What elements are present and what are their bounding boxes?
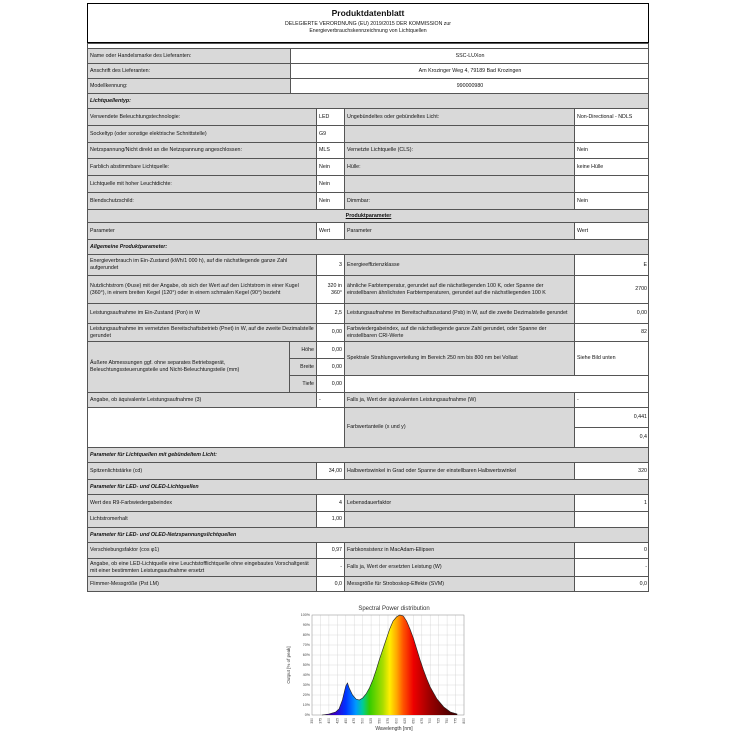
- lq-row-2-value-2-text: Nein: [577, 147, 588, 154]
- y-tick-label: 40%: [302, 673, 310, 678]
- lq-row-1-value-1-text: G9: [319, 130, 327, 137]
- pp-row-3-value-2-text: 82: [641, 329, 647, 336]
- pp-row-2-value-2-text: 0,00: [636, 310, 647, 317]
- x-tick-label: 475: [352, 718, 357, 724]
- y-tick-label: 100%: [300, 613, 310, 618]
- lq-row-0-label-2-text: Ungebündeltes oder gebündeltes Licht:: [347, 113, 440, 120]
- x-tick-label: 450: [343, 718, 348, 724]
- nz-row-1-label-1-text: Angabe, ob eine LED-Lichtquelle eine Leuchtstofflichtquelle ohne eingebautes Vorschaltgerät mit einer bestimmten Leistungsaufnahme ersetzt: [90, 560, 309, 574]
- table-border: [87, 43, 649, 592]
- pp-row-3-label-1-text: Leistungsaufnahme im vernetzten Bereitschaftsbetrieb (Pnet) in W, auf die zweite Dezimalstelle gerundet: [90, 325, 314, 339]
- x-tick-label: 675: [419, 718, 424, 724]
- x-tick-label: 525: [369, 718, 374, 724]
- nz-row-0-value-1-text: 0,97: [331, 547, 342, 554]
- x-tick-label: 425: [335, 718, 340, 724]
- pp-row-0-label-1-text: Energieverbrauch im Ein-Zustand (kWh/1 000 h), auf die nächstliegende ganze Zahl aufgerundet: [90, 258, 288, 271]
- lq-row-4-value-1-text: Nein: [319, 180, 330, 187]
- col-param-1-text: Parameter: [90, 227, 115, 234]
- lq-row-0-label-1-text: Verwendete Beleuchtungstechnologie:: [90, 113, 181, 120]
- supplier-name-label-text: Name oder Handelsmarke des Lieferanten:: [90, 52, 192, 59]
- farbwert-x-text: 0,441: [633, 414, 647, 421]
- x-tick-label: 575: [386, 718, 390, 724]
- x-tick-label: 800: [462, 718, 466, 724]
- led-row-1-value-1-text: 1,00: [331, 516, 342, 523]
- col-param-2-text: Parameter: [347, 227, 372, 234]
- y-tick-label: 90%: [302, 623, 310, 628]
- x-tick-label: 375: [318, 718, 323, 724]
- x-tick-label: 500: [360, 718, 365, 724]
- lq-row-3-label-1-text: Farblich abstimmbare Lichtquelle:: [90, 163, 170, 170]
- col-wert-2-text: Wert: [577, 227, 589, 234]
- lq-row-5-label-2-text: Dimmbar:: [347, 197, 370, 204]
- supplier-address-value-text: Am Krozinger Weg 4, 79189 Bad Krozingen: [418, 67, 522, 74]
- sheet-header: [87, 3, 649, 43]
- x-tick-label: 650: [411, 718, 416, 724]
- sheet-subtitle-2: Energieverbrauchskennzeichnung von Lichtquellen: [309, 28, 427, 34]
- gebuendelt-row-label-1-text: Spitzenlichtstärke (cd): [90, 467, 143, 474]
- pp-row-3-label-2-text: Farbwiedergabeindex, auf die nächstliegende ganze Zahl gerundet, oder Spanne der einstellbaren CRI-Werte: [347, 325, 547, 339]
- pp-row-1-value-2-text: 2700: [635, 286, 647, 293]
- chart-x-ticks: [310, 718, 466, 724]
- model-id-label-text: Modellkennung:: [90, 82, 128, 89]
- led-row-0-label-2-text: Lebensdauerfaktor: [347, 499, 392, 506]
- chart-xlabel: Wavelength [nm]: [375, 726, 413, 732]
- nz-row-2-value-1-text: 0,0: [334, 580, 342, 587]
- aequiv-w-label-text: Falls ja, Wert der äquivalenten Leistungsaufnahme (W): [347, 396, 477, 403]
- chart-ylabel: Output [% of peak]: [286, 646, 291, 684]
- spectral-value-text: Siehe Bild unten: [577, 355, 616, 362]
- led-row-1-label-1-text: Lichtstromerhalt: [90, 516, 128, 523]
- x-tick-label: 550: [377, 718, 382, 724]
- x-tick-label: 775: [453, 718, 458, 724]
- lq-row-3-label-2-text: Hülle:: [347, 163, 361, 170]
- y-tick-label: 0%: [304, 713, 310, 718]
- led-row-0-value-1-text: 4: [339, 499, 342, 506]
- aequiv-w-value-text: -: [577, 396, 579, 403]
- pp-row-0-label-2-text: Energieeffizienzklasse: [347, 261, 400, 268]
- lq-row-2-value-1-text: MLS: [319, 147, 330, 154]
- spectral-label-text: Spektrale Strahlungsverteilung im Bereich 250 nm bis 800 nm bei Vollast: [347, 355, 518, 362]
- nz-row-0-label-1-text: Verschiebungsfaktor (cos φ1): [90, 547, 160, 554]
- pp-row-0-value-2-text: E: [643, 261, 647, 268]
- pp-row-1-value-1-text: 320 in 360°: [327, 282, 342, 296]
- lq-row-0-value-2-text: Non-Directional - NDLS: [577, 113, 633, 120]
- col-wert-1-text: Wert: [319, 227, 331, 234]
- y-tick-label: 10%: [302, 703, 310, 708]
- pp-row-1-label-2-text: ähnliche Farbtemperatur, gerundet auf die nächstliegenden 100 K, oder Spanne der einstellbaren ähnlichsten Farbtemperaturen, gerundet auf die nächstliegenden 100 K: [347, 282, 546, 296]
- chart-y-ticks: [301, 613, 311, 717]
- dims-label-text: Äußere Abmessungen ggf. ohne separates Betriebsgerät, Beleuchtungssteuerungsteile und Nicht-Beleuchtungsteile (mm): [90, 360, 240, 373]
- lichtquellentyp-heading-text: Lichtquellentyp:: [90, 97, 131, 104]
- model-id-value-text: 990000980: [456, 82, 484, 89]
- netzspannung-heading-text: Parameter für LED- und OLED-Netzspannungslichtquellen: [90, 531, 237, 538]
- sheet-title: Produktdatenblatt: [331, 8, 405, 18]
- nz-row-0-label-2-text: Farbkonsistenz in MacAdam-Ellipsen: [347, 547, 435, 554]
- x-tick-label: 400: [326, 718, 331, 724]
- lq-row-3-value-2-text: keine Hülle: [577, 163, 604, 170]
- nz-row-2-label-1-text: Flimmer-Messgröße (Pst LM): [90, 580, 159, 587]
- lq-row-4-label-1-text: Lichtquelle mit hoher Leuchtdichte:: [90, 180, 172, 187]
- nz-row-1-label-2-text: Falls ja, Wert der ersetzten Leistung (W): [347, 564, 442, 571]
- dim-label-1-text: Breite: [300, 363, 314, 370]
- x-tick-label: 750: [445, 718, 450, 724]
- lq-row-3-value-1-text: Nein: [319, 163, 330, 170]
- dim-label-2-text: Tiefe: [302, 380, 314, 387]
- supplier-address-label-text: Anschrift des Lieferanten:: [90, 67, 151, 74]
- lq-row-5-value-2-text: Nein: [577, 197, 588, 204]
- aequiv-value-text: -: [319, 396, 321, 403]
- x-tick-label: 700: [428, 718, 433, 724]
- dim-value-0-text: 0,00: [331, 346, 342, 353]
- x-tick-label: 350: [310, 718, 314, 724]
- supplier-name-value-text: SSC-LUXon: [455, 52, 485, 59]
- lq-row-5-label-1-text: Blendschutzschild:: [90, 197, 134, 204]
- gebuendelt-row-value-2-text: 320: [638, 467, 647, 474]
- aequiv-label-text: Angabe, ob äquivalente Leistungsaufnahme (3): [90, 396, 202, 403]
- nz-row-1-value-1-text: -: [340, 564, 342, 571]
- y-tick-label: 80%: [302, 633, 310, 638]
- pp-row-2-label-2-text: Leistungsaufnahme im Bereitschaftszustand (Psb) in W, auf die zweite Dezimalstelle gerundet: [347, 310, 568, 317]
- dim-value-2-text: 0,00: [331, 380, 342, 387]
- lq-row-2-label-2-text: Vernetzte Lichtquelle (CLS):: [347, 147, 413, 154]
- nz-row-2-label-2-text: Messgröße für Stroboskop-Effekte (SVM): [347, 580, 445, 587]
- dim-value-1-text: 0,00: [331, 363, 342, 370]
- y-tick-label: 70%: [302, 643, 310, 648]
- lq-row-2-label-1-text: Netzspannung/Nicht direkt an die Netzspannung angeschlossen:: [90, 147, 242, 154]
- lq-row-0-value-1-text: LED: [319, 113, 330, 120]
- gebuendelt-row-value-1-text: 34,00: [328, 467, 342, 474]
- pp-row-2-value-1-text: 2,5: [334, 310, 342, 317]
- general-heading-text: Allgemeine Produktparameter:: [90, 243, 168, 250]
- lq-row-5-value-1-text: Nein: [319, 197, 330, 204]
- nz-row-0-value-2-text: 0: [644, 547, 647, 554]
- chart-title: Spectral Power distribution: [358, 606, 430, 612]
- spectral-power-chart: [282, 601, 472, 733]
- y-tick-label: 30%: [302, 683, 310, 688]
- led-row-0-label-1-text: Wert des R9-Farbwiedergabeindex: [90, 499, 173, 506]
- farbwert-label-text: Farbwertanteile (x und y): [347, 424, 406, 431]
- nz-row-2-value-2-text: 0,0: [639, 580, 647, 587]
- pp-row-1-label-1-text: Nutzlichtstrom (Φuse) mit der Angabe, ob sich der Wert auf den Lichtstrom in einer Kugel (360°), in einem breiten Kegel (120°) oder in einem schmalen Kegel (90°) bezieht: [90, 282, 299, 296]
- sheet-subtitle-1: DELEGIERTE VERORDNUNG (EU) 2019/2015 DER KOMMISSION zur: [285, 21, 451, 27]
- led-oled-heading-text: Parameter für LED- und OLED-Lichtquellen: [90, 483, 199, 490]
- produktparameter-heading-text: Produktparameter: [345, 212, 392, 219]
- pp-row-3-value-1-text: 0,00: [331, 329, 342, 336]
- pp-row-2-label-1-text: Leistungsaufnahme im Ein-Zustand (Pon) in W: [90, 310, 200, 317]
- lq-row-1-label-1-text: Sockeltyp (oder sonstige elektrische Schnittstelle): [90, 130, 207, 137]
- y-tick-label: 50%: [302, 663, 310, 668]
- x-tick-label: 625: [402, 718, 407, 724]
- y-tick-label: 20%: [302, 693, 310, 698]
- gebuendelt-row-label-2-text: Halbwertswinkel in Grad oder Spanne der einstellbaren Halbwertswinkel: [347, 467, 517, 474]
- y-tick-label: 60%: [302, 653, 310, 658]
- x-tick-label: 600: [394, 718, 399, 724]
- nz-row-1-value-2-text: -: [645, 564, 647, 571]
- dim-label-0-text: Höhe: [301, 346, 314, 353]
- led-row-0-value-2-text: 1: [644, 499, 647, 506]
- pp-row-0-value-1-text: 3: [339, 261, 342, 268]
- x-tick-label: 725: [436, 718, 441, 724]
- gebuendelt-heading-text: Parameter für Lichtquellen mit gebündeltem Licht:: [90, 451, 217, 458]
- farbwert-y-text: 0,4: [639, 434, 647, 441]
